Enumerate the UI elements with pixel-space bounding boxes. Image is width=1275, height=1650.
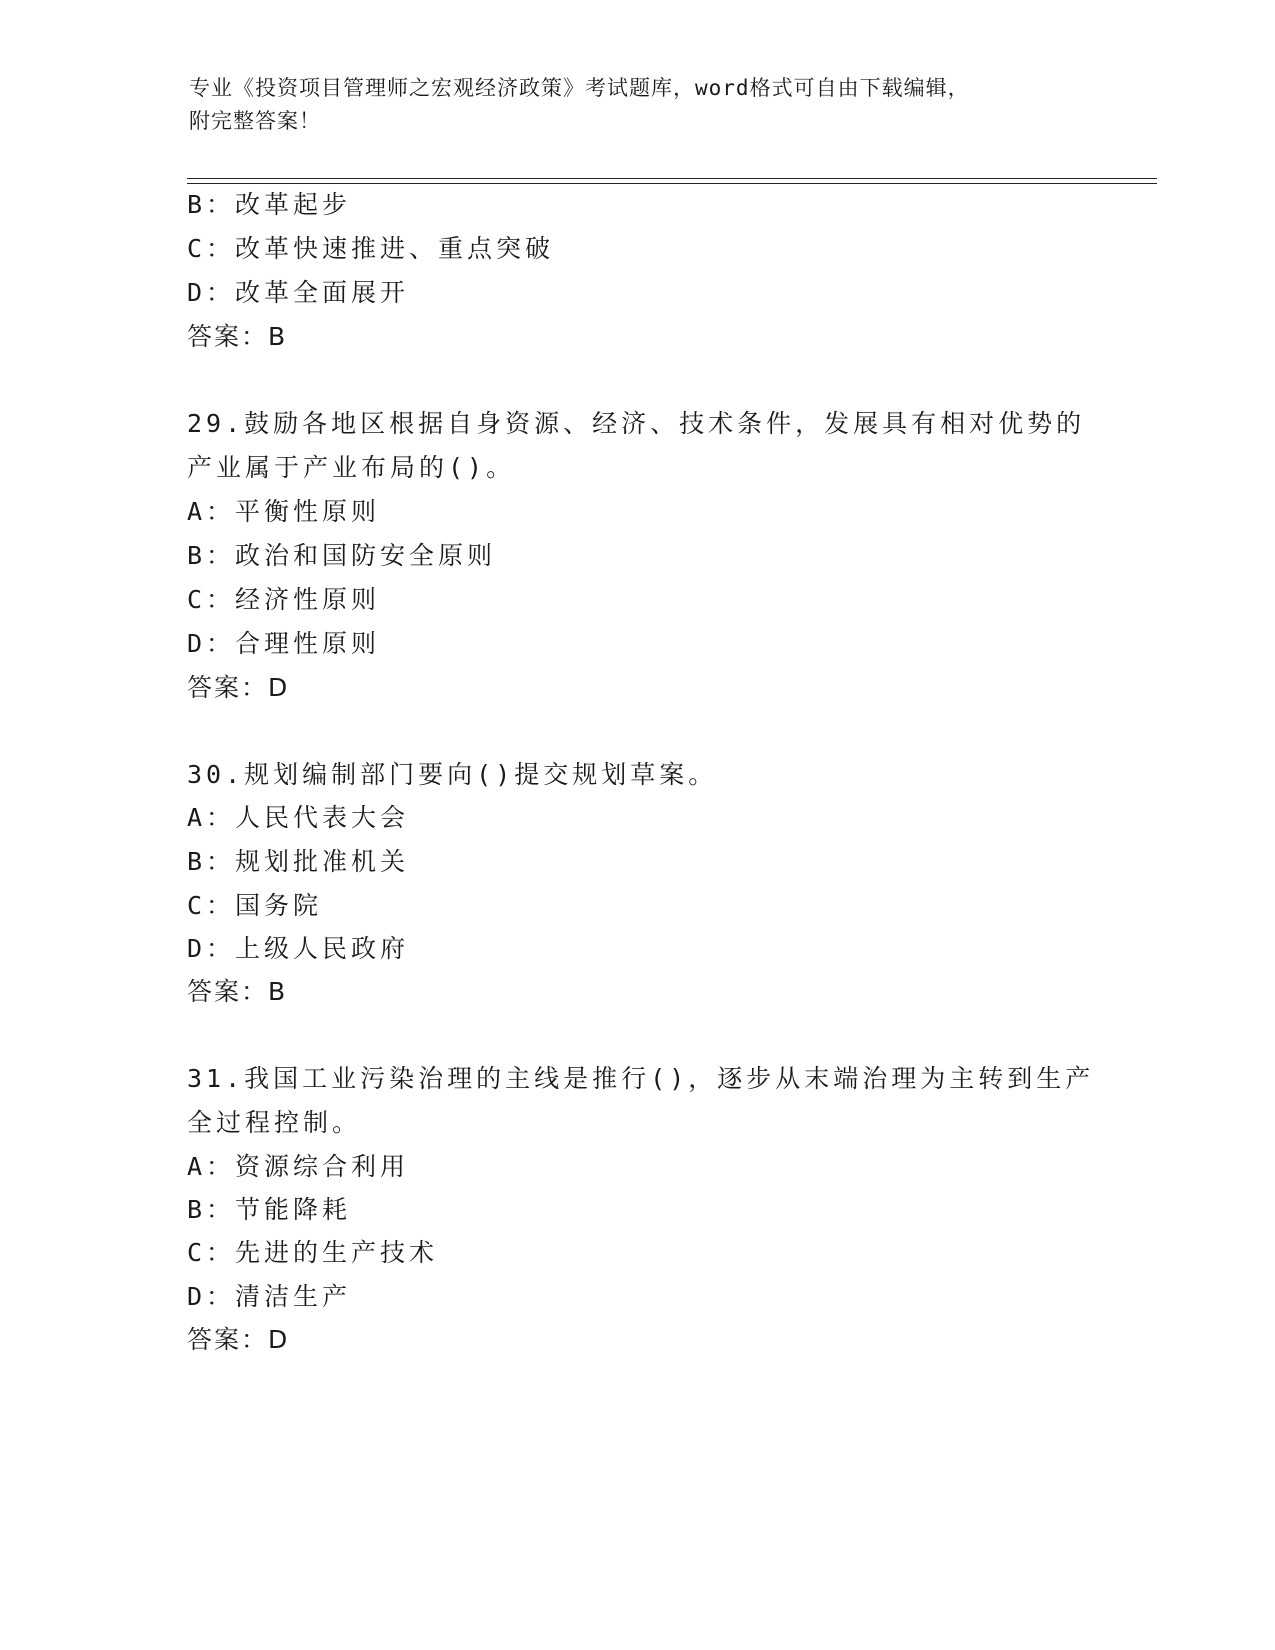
- header-line-2: 附完整答案！: [189, 109, 321, 133]
- q29-option-b: B：政治和国防安全原则: [187, 541, 497, 570]
- q30-option-c: C：国务院: [187, 891, 323, 920]
- q29-stem-line-2: 产业属于产业布局的()。: [187, 453, 516, 482]
- header-line-1: 专业《投资项目管理师之宏观经济政策》考试题库，word格式可自由下载编辑，: [189, 76, 970, 100]
- q30-option-a: A：人民代表大会: [187, 803, 410, 832]
- q31-option-a: A：资源综合利用: [187, 1152, 410, 1181]
- q29-stem-line-1: 29.鼓励各地区根据自身资源、经济、技术条件，发展具有相对优势的: [187, 409, 1086, 438]
- q29-option-c: C：经济性原则: [187, 585, 381, 614]
- q28-option-c: C：改革快速推进、重点突破: [187, 234, 555, 263]
- q31-option-d: D：清洁生产: [187, 1282, 352, 1311]
- q28-answer: 答案：B: [187, 322, 288, 351]
- q31-option-b: B：节能降耗: [187, 1195, 352, 1224]
- q31-stem-line-1: 31.我国工业污染治理的主线是推行()，逐步从末端治理为主转到生产: [187, 1064, 1095, 1093]
- q29-answer: 答案：D: [187, 673, 290, 702]
- q29-option-a: A：平衡性原则: [187, 497, 381, 526]
- q30-option-d: D：上级人民政府: [187, 934, 410, 963]
- q30-option-b: B：规划批准机关: [187, 847, 410, 876]
- q31-stem-line-2: 全过程控制。: [187, 1108, 362, 1137]
- document-header: [189, 72, 1089, 138]
- q30-answer: 答案：B: [187, 977, 288, 1006]
- q28-option-b: B：改革起步: [187, 190, 352, 219]
- q29-option-d: D：合理性原则: [187, 629, 381, 658]
- header-divider-bottom: [187, 183, 1157, 184]
- q28-option-d: D：改革全面展开: [187, 278, 410, 307]
- q30-stem-line-1: 30.规划编制部门要向()提交规划草案。: [187, 760, 718, 789]
- q31-answer: 答案：D: [187, 1325, 290, 1354]
- header-divider-top: [187, 178, 1157, 179]
- q31-option-c: C：先进的生产技术: [187, 1238, 439, 1267]
